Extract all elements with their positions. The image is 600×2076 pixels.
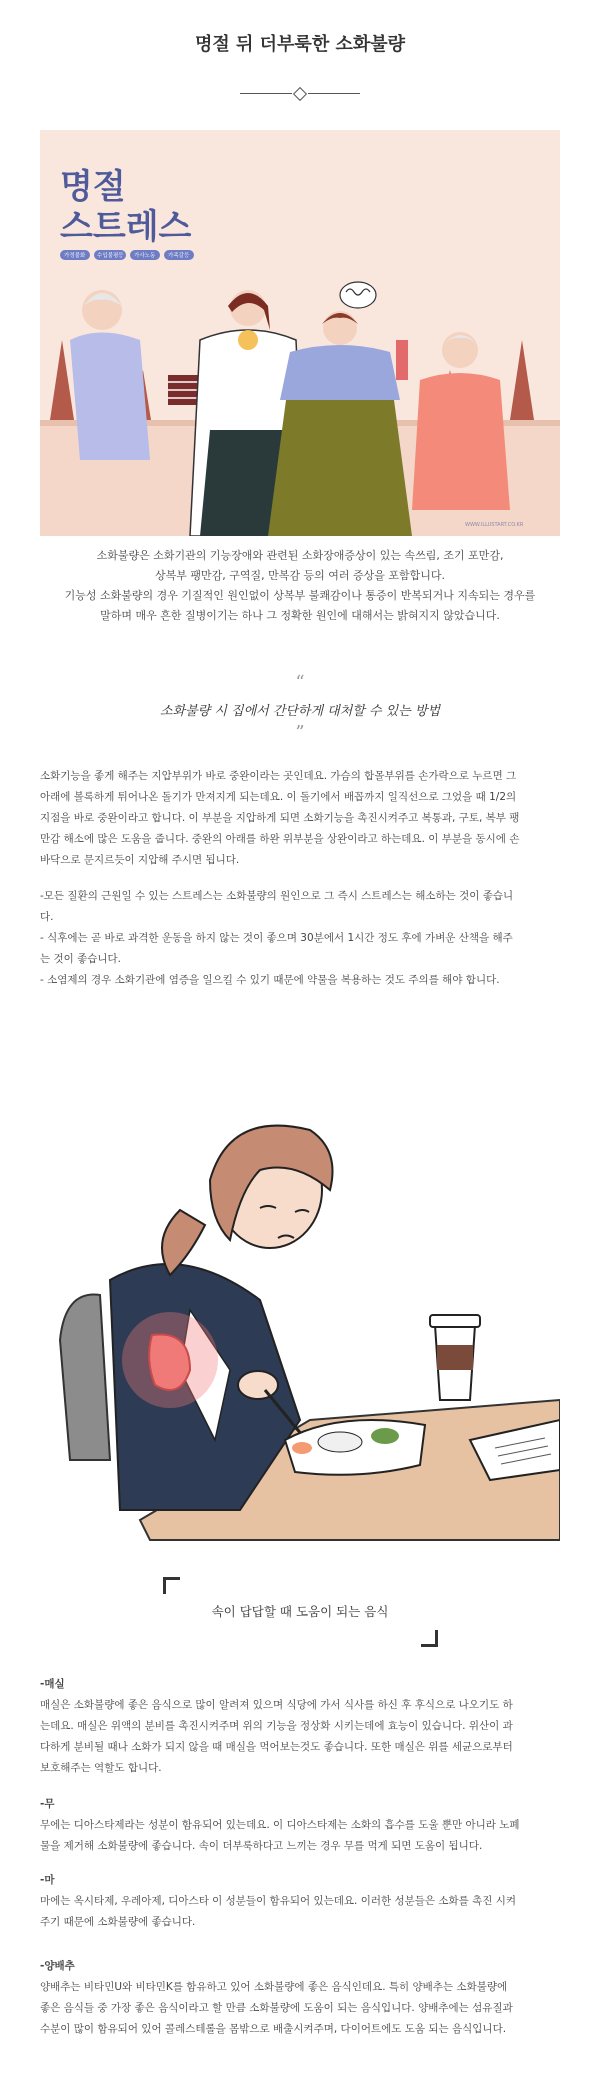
food-heading: -마 (40, 1874, 55, 1886)
box-bracket-bottom-right (421, 1630, 438, 1647)
tag-3: 가사노동 (134, 253, 156, 259)
food-line: 무에는 디아스타제라는 성분이 함유되어 있는데요. 이 디아스타제는 소화의 흡수를 도울 뿐만 아니라 노폐 (40, 1819, 520, 1831)
holiday-stress-illustration (40, 130, 560, 536)
foods-box-title: 속이 답답할 때 도움이 되는 음식 (211, 1604, 389, 1619)
tag-2: 수입불평등 (97, 253, 124, 259)
food-line: 양배추는 비타민U와 비타민K를 함유하고 있어 소화불량에 좋은 음식인데요. 특히 양배추는 소화불량에 (40, 1981, 508, 1993)
food-section-cabbage (40, 1956, 560, 2040)
method-line: 바닥으로 문지르듯이 지압해 주시면 됩니다. (40, 854, 240, 866)
method-line: - 소염제의 경우 소화기관에 염증을 일으킬 수 있기 때문에 약물을 복용하는 것도 주의를 해야 합니다. (40, 974, 500, 986)
illustration-footer-text: WWW.ILLUSTART.CO.KR (465, 522, 524, 528)
illustration-heading-2: 스트레스 (60, 207, 192, 247)
food-line: 매실은 소화불량에 좋은 음식으로 많이 알려져 있으며 식당에 가서 식사를 하신 후 후식으로 나오기도 하 (40, 1699, 513, 1711)
food-heading: -양배추 (40, 1960, 75, 1972)
illustration-heading-1: 명절 (60, 167, 126, 207)
tag-1: 가정불화 (64, 253, 86, 259)
food-section-maesil (40, 1674, 560, 1779)
method-line: 지점을 바로 중완이라고 합니다. 이 부분을 지압하게 되면 소화기능을 촉진시켜주고 복통과, 구토, 복부 팽 (40, 812, 520, 824)
intro-paragraph (40, 546, 560, 626)
food-line: 보호해주는 역할도 합니다. (40, 1762, 162, 1774)
page-title: 명절 뒤 더부룩한 소화불량 (194, 34, 406, 55)
food-line: 다하게 분비될 때나 소화가 되지 않을 때 매실을 먹어보는것도 좋습니다. 또한 매실은 위를 세균으로부터 (40, 1741, 513, 1753)
intro-line: 기능성 소화불량의 경우 기질적인 원인없이 상복부 불쾌감이나 통증이 반복되거나 지속되는 경우를 (64, 589, 536, 602)
quote-close-icon: ” (295, 722, 305, 743)
food-heading: -매실 (40, 1678, 65, 1690)
box-bracket-top-left (163, 1577, 180, 1594)
food-line: 물을 제거해 소화불량에 좋습니다. 속이 더부룩하다고 느끼는 경우 무를 먹게 되면 도움이 됩니다. (40, 1840, 483, 1852)
food-line: 마에는 옥시타제, 우레아제, 디아스타 이 성분들이 함유되어 있는데요. 이러한 성분들은 소화를 촉진 시켜 (40, 1895, 517, 1907)
divider-line-left (240, 93, 292, 94)
method-line: - 식후에는 곧 바로 과격한 운동을 하지 않는 것이 좋으며 30분에서 1시간 정도 후에 가벼운 산책을 해주 (40, 932, 513, 944)
method-line: 아래에 볼록하게 튀어나온 돌기가 만져지게 되는데요. 이 돌기에서 배꼽까지 일직선으로 그었을 때 1/2의 (40, 791, 517, 803)
method-paragraph-2 (40, 886, 560, 991)
intro-line: 말하며 매우 흔한 질병이기는 하나 그 정확한 원인에 대해서는 밝혀지지 않았습니다. (100, 609, 500, 622)
method-line: 소화기능을 좋게 해주는 지압부위가 바로 중완이라는 곳인데요. 가슴의 합몰부위를 손가락으로 누르면 그 (40, 770, 517, 782)
food-line: 는데요. 매실은 위액의 분비를 촉진시켜주며 위의 기능을 정상화 시키는데에 효능이 있습니다. 위산이 과 (40, 1720, 513, 1732)
food-section-mu (40, 1794, 560, 1857)
method-paragraph-1 (40, 766, 560, 871)
food-section-ma (40, 1870, 560, 1933)
divider-line-right (308, 93, 360, 94)
method-line: -모든 질환의 근원일 수 있는 스트레스는 소화불량의 원인으로 그 즉시 스트레스는 해소하는 것이 좋습니 (40, 890, 514, 902)
tag-4: 가족갈등 (168, 253, 190, 259)
intro-line: 소화불량은 소화기관의 기능장애와 관련된 소화장애증상이 있는 속쓰림, 조기 포만감, (96, 549, 504, 562)
intro-line: 상복부 팽만감, 구역질, 만복감 등의 여러 증상을 포함합니다. (155, 569, 445, 582)
food-line: 주기 때문에 소화불량에 좋습니다. (40, 1916, 196, 1928)
indigestion-woman-illustration (40, 1040, 560, 1545)
food-line: 좋은 음식들 중 가장 좋은 음식이라고 할 만큼 소화불량에 도움이 되는 음식입니다. 양배추에는 섬유질과 (40, 2002, 513, 2014)
food-line: 수분이 많이 함유되어 있어 콜레스테롤을 몸밖으로 배출시켜주며, 다이어트에도 도움 되는 음식입니다. (40, 2023, 507, 2035)
method-line: 만감 해소에 많은 도움을 줍니다. 중완의 아래를 하완 위부분을 상완이라고 하는데요. 이 부분을 동시에 손 (40, 833, 520, 845)
divider-diamond-icon (293, 87, 307, 101)
quote-open-icon: “ (295, 672, 305, 693)
method-line: 는 것이 좋습니다. (40, 953, 122, 965)
title-divider (240, 88, 360, 100)
quote-heading: 소화불량 시 집에서 간단하게 대처할 수 있는 방법 (159, 704, 441, 719)
food-heading: -무 (40, 1798, 55, 1810)
method-line: 다. (40, 911, 54, 923)
